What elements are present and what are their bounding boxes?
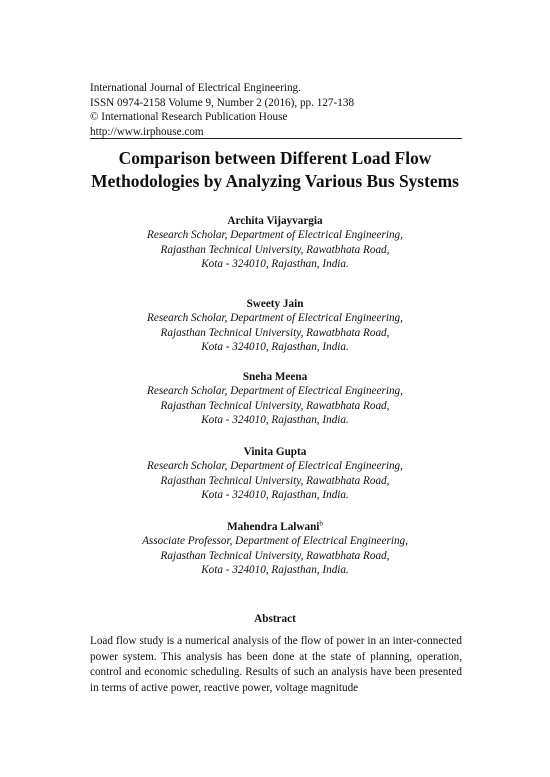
author-affiliation-line-2: Rajasthan Technical University, Rawatbhata Road, [160, 399, 390, 412]
paper-title-line-1: Comparison between Different Load Flow [118, 148, 432, 168]
author-affiliation-line-3: Kota - 324010, Rajasthan, India. [201, 414, 349, 427]
author-block [60, 297, 490, 355]
journal-name: International Journal of Electrical Engineering. [90, 82, 301, 94]
author-affiliation-line-2: Rajasthan Technical University, Rawatbhata Road, [160, 326, 390, 339]
author-affiliation-line-1: Research Scholar, Department of Electrical Engineering, [147, 460, 403, 473]
author-name: Vinita Gupta [243, 446, 307, 458]
author-block [60, 520, 490, 578]
author-affiliation-line-3: Kota - 324010, Rajasthan, India. [201, 258, 349, 271]
author-block [60, 370, 490, 428]
journal-url[interactable]: http://www.irphouse.com [90, 125, 204, 138]
abstract-heading: Abstract [254, 613, 296, 625]
author-affiliation-line-2: Rajasthan Technical University, Rawatbhata Road, [160, 243, 390, 256]
author-affiliation-line-1: Research Scholar, Department of Electrical Engineering, [147, 229, 403, 242]
author-affiliation-line-1: Research Scholar, Department of Electrical Engineering, [147, 312, 403, 325]
author-footnote-marker: b [319, 519, 323, 528]
author-affiliation-line-3: Kota - 324010, Rajasthan, India. [201, 489, 349, 502]
author-name: Archita Vijayvargia [227, 215, 323, 227]
paper-title-line-2: Methodologies by Analyzing Various Bus Systems [91, 171, 459, 191]
paper-title [60, 147, 490, 193]
masthead-divider [90, 138, 462, 139]
author-affiliation-line-2: Rajasthan Technical University, Rawatbhata Road, [160, 474, 390, 487]
author-name: Sneha Meena [242, 371, 308, 383]
author-affiliation-line-2: Rajasthan Technical University, Rawatbhata Road, [160, 549, 390, 562]
abstract-body: Load flow study is a numerical analysis of the flow of power in an inter-connected power system. This analysis has been done at the state of planning, operation, control and economic scheduling. Results of such an analysis have been presented in terms of active power, reactive power, voltage magnitude [90, 635, 462, 694]
author-name: Sweety Jain [246, 298, 304, 310]
author-affiliation-line-3: Kota - 324010, Rajasthan, India. [201, 564, 349, 577]
journal-masthead [90, 81, 462, 139]
author-block [60, 214, 490, 272]
author-name: Mahendra Lalwani$^b$ [227, 519, 323, 533]
journal-issn: ISSN 0974-2158 Volume 9, Number 2 (2016), pp. 127-138 [90, 96, 355, 109]
author-affiliation-line-3: Kota - 324010, Rajasthan, India. [201, 341, 349, 354]
author-affiliation-line-1: Associate Professor, Department of Electrical Engineering, [142, 535, 408, 548]
author-affiliation-line-1: Research Scholar, Department of Electrical Engineering, [147, 385, 403, 398]
author-block [60, 445, 490, 503]
journal-copyright: © International Research Publication House [90, 111, 288, 124]
